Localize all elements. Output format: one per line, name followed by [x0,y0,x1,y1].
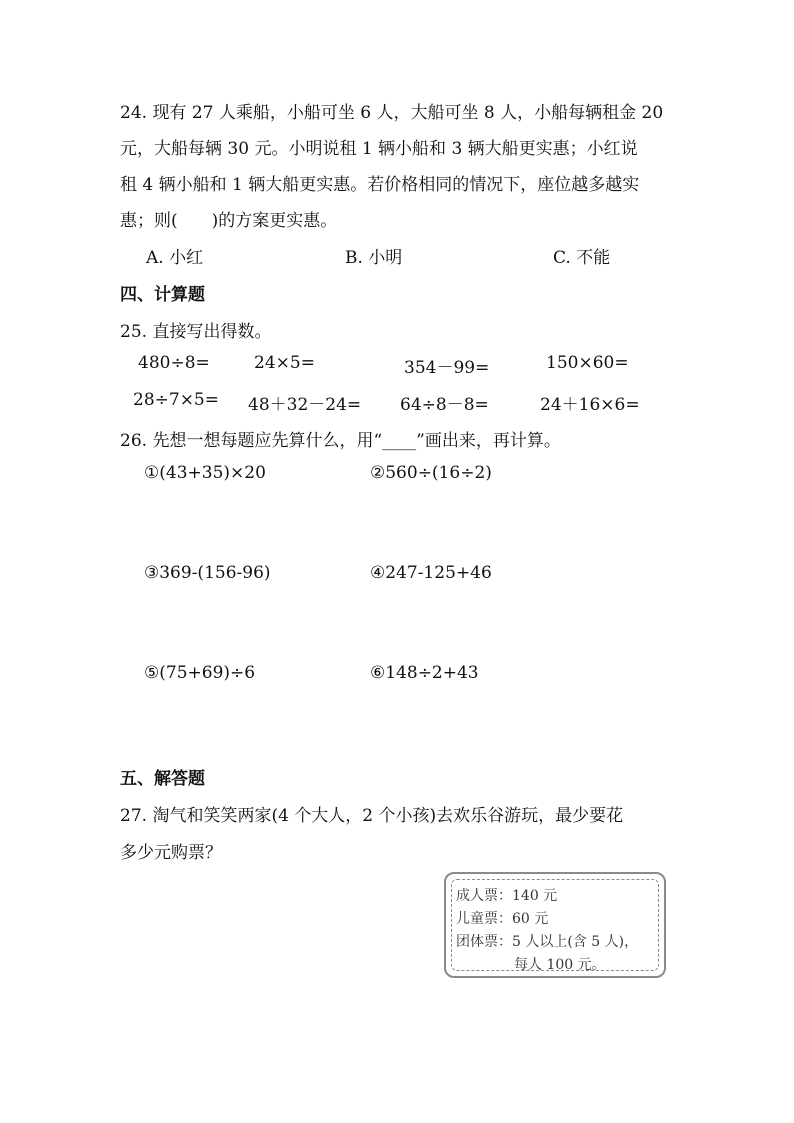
q26-item-4: ④247-125+46 [370,563,492,583]
q25-expression: 150×60= [546,353,629,373]
q25-expression: 24×5= [254,353,315,373]
q24-option-c[interactable]: C. 不能 [553,248,611,268]
q24-line-1: 24. 现有 27 人乘船，小船可坐 6 人，大船可坐 8 人，小船每辆租金 20 [120,103,664,123]
group-ticket-price: 每人 100 元。 [514,957,606,973]
q25-expression: 64÷8－8= [400,395,489,415]
q26-item-5: ⑤(75+69)÷6 [144,663,256,683]
q27-line-2: 多少元购票？ [120,843,222,863]
group-ticket-rule: 团体票：5 人以上(含 5 人)， [456,934,639,950]
q24-line-2: 元，大船每辆 30 元。小明说租 1 辆小船和 3 辆大船更实惠；小红说 [120,139,638,159]
q25-prompt: 25. 直接写出得数。 [120,322,272,342]
ticket-price-notice [444,872,666,978]
q25-expression: 480÷8= [138,353,210,373]
section-heading-word-problems: 五、解答题 [120,769,205,789]
q25-expression: 48＋32－24= [248,395,362,415]
q26-item-1: ①(43+35)×20 [144,463,266,483]
q25-expression: 28÷7×5= [133,390,219,410]
q27-line-1: 27. 淘气和笑笑两家(4 个大人，2 个小孩)去欢乐谷游玩，最少要花 [120,806,624,826]
q26-prompt: 26. 先想一想每题应先算什么，用“____”画出来，再计算。 [120,431,561,451]
adult-ticket-price: 成人票：140 元 [456,888,558,904]
q24-line-3: 租 4 辆小船和 1 辆大船更实惠。若价格相同的情况下，座位越多越实 [120,175,640,195]
q26-item-3: ③369-(156-96) [144,563,271,583]
q24-option-b[interactable]: B. 小明 [345,248,403,268]
q24-line-4: 惠；则( )的方案更实惠。 [120,211,338,231]
child-ticket-price: 儿童票：60 元 [456,911,549,927]
q25-expression: 354－99= [404,358,490,378]
q26-item-2: ②560÷(16÷2) [370,463,492,483]
q24-option-a[interactable]: A. 小红 [146,248,204,268]
q26-item-6: ⑥148÷2+43 [370,663,479,683]
q25-expression: 24＋16×6= [540,395,640,415]
section-heading-calculation: 四、计算题 [120,285,205,305]
